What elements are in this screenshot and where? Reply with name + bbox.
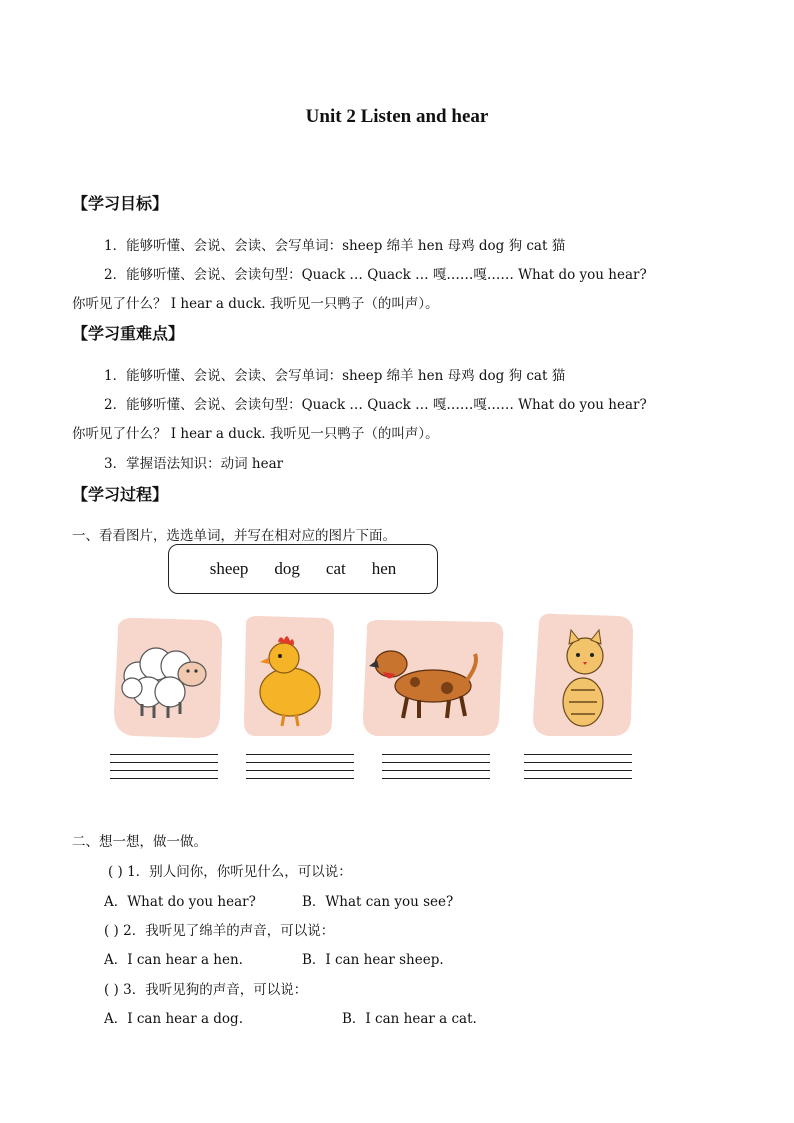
- goal-item: 你听见了什么？ I hear a duck. 我听见一只鸭子（的叫声）。: [72, 296, 439, 312]
- key-point-item: 1．能够听懂、会说、会读、会写单词：sheep 绵羊 hen 母鸡 dog 狗 cat 猫: [104, 368, 566, 384]
- key-points-heading: 【学习重难点】: [72, 324, 185, 343]
- cat-icon: [525, 610, 637, 742]
- key-point-item: 2．能够听懂、会说、会读句型：Quack … Quack … 嘎……嘎…… What do you hear?: [104, 397, 647, 413]
- word-sheep: sheep: [209, 559, 249, 578]
- option-1b: B．What can you see?: [302, 894, 454, 910]
- option-3a: A．I can hear a dog.: [104, 1011, 243, 1027]
- word-hen: hen: [371, 559, 397, 578]
- goal-item: 2．能够听懂、会说、会读句型：Quack … Quack … 嘎……嘎…… What do you hear?: [104, 267, 647, 283]
- sheep-icon: [108, 614, 226, 742]
- word-dog: dog: [274, 559, 300, 578]
- hen-icon: [240, 614, 336, 742]
- question-1[interactable]: ( ) 1．别人问你，你听见什么，可以说：: [108, 864, 352, 880]
- page-title: Unit 2 Listen and hear: [305, 106, 489, 127]
- option-2b: B．I can hear sheep.: [302, 952, 444, 968]
- writing-lines-sheep[interactable]: [110, 754, 218, 786]
- goal-item: 1．能够听懂、会说、会读、会写单词：sheep 绵羊 hen 母鸡 dog 狗 cat 猫: [104, 238, 566, 254]
- writing-lines-hen[interactable]: [246, 754, 354, 786]
- key-point-item: 你听见了什么？ I hear a duck. 我听见一只鸭子（的叫声）。: [72, 426, 439, 442]
- part1-instruction: 一、看看图片，选选单词，并写在相对应的图片下面。: [72, 528, 396, 544]
- part2-instruction: 二、想一想，做一做。: [72, 834, 207, 850]
- question-3[interactable]: ( ) 3．我听见狗的声音，可以说：: [104, 982, 308, 998]
- word-cat: cat: [325, 559, 346, 578]
- goals-heading: 【学习目标】: [72, 194, 169, 213]
- option-2a: A．I can hear a hen.: [104, 952, 243, 968]
- option-1a: A．What do you hear?: [104, 894, 256, 910]
- key-point-item: 3．掌握语法知识：动词 hear: [104, 456, 284, 472]
- option-3b: B．I can hear a cat.: [342, 1011, 477, 1027]
- process-heading: 【学习过程】: [72, 485, 169, 504]
- writing-lines-dog[interactable]: [382, 754, 490, 786]
- word-bank: [168, 544, 438, 594]
- writing-lines-cat[interactable]: [524, 754, 632, 786]
- dog-icon: [357, 614, 507, 742]
- question-2[interactable]: ( ) 2．我听见了绵羊的声音，可以说：: [104, 923, 335, 939]
